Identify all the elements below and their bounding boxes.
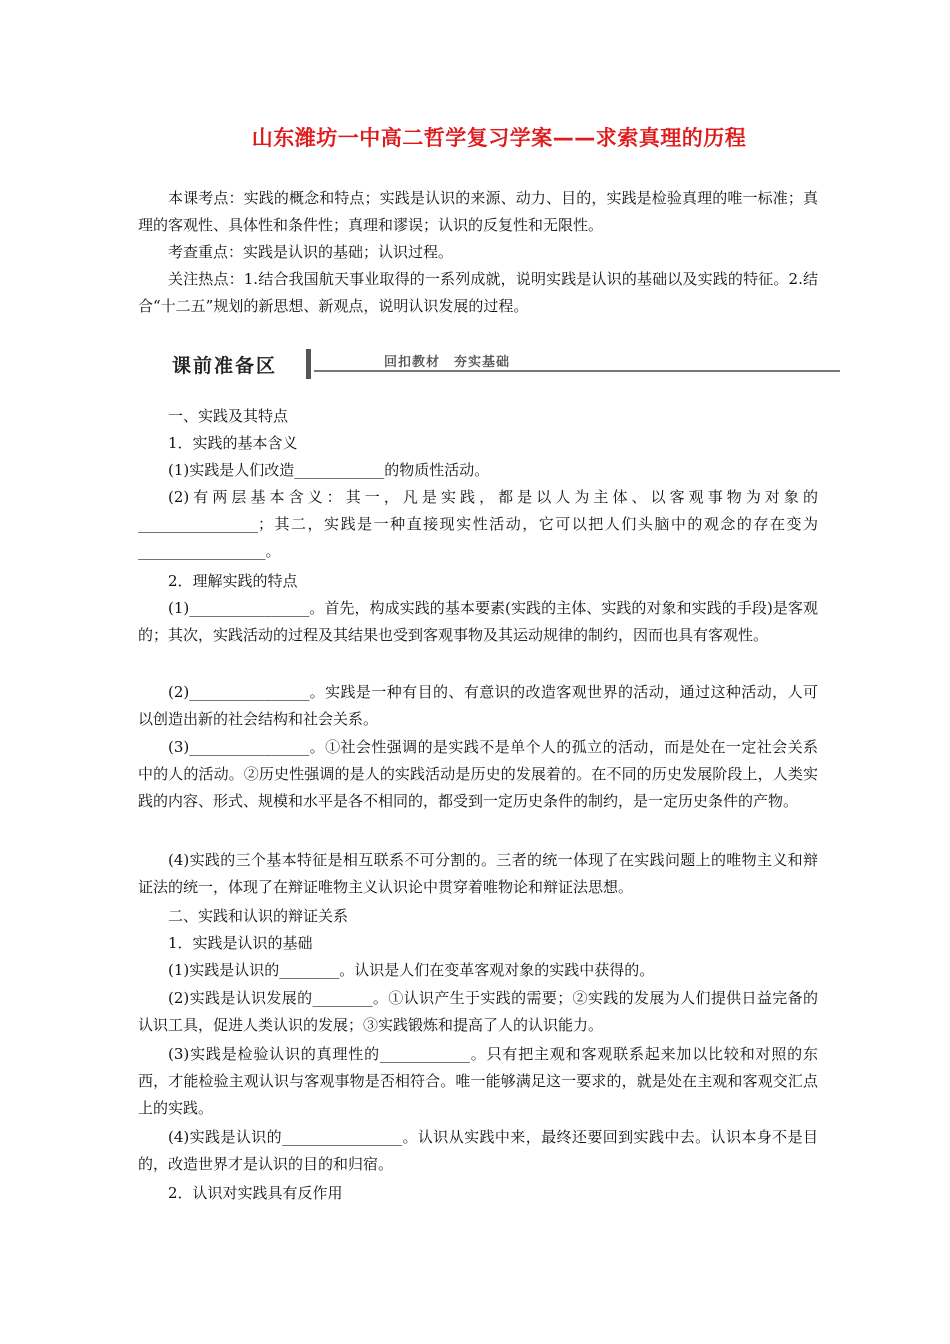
section-divider-bar xyxy=(306,349,311,379)
intro-kaodian: 本课考点：实践的概念和特点；实践是认识的来源、动力、目的，实践是检验真理的唯一标准；真理的客观性、具体性和条件性；真理和谬误；认识的反复性和无限性。 xyxy=(138,189,818,234)
paragraph-6: (4)实践的三个基本特征是相互联系不可分割的。三者的统一体现了在实践问题上的唯物主义和辩证法的统一，体现了在辩证唯物主义认识论中贯穿着唯物论和辩证法思想。 xyxy=(138,851,818,896)
intro-zhongdian: 考查重点：实践是认识的基础；认识过程。 xyxy=(168,243,454,261)
paragraph-2: (2)有两层基本含义：其一，凡是实践，都是以人为主体、以客观事物为对象的________________；其二，实践是一种直接现实性活动，它可以把人们头脑中的观念的存在变为_________________。 xyxy=(138,488,818,560)
paragraph-8: (2)实践是认识发展的________。①认识产生于实践的需要；②实践的发展为人们提供日益完备的认识工具，促进人类认识的发展；③实践锻炼和提高了人的认识能力。 xyxy=(138,989,818,1034)
paragraph-10: (4)实践是认识的________________。认识从实践中来，最终还要回到实践中去。认识本身不是目的，改造世界才是认识的目的和归宿。 xyxy=(138,1128,818,1173)
subheading-basis: 1．实践是认识的基础 xyxy=(168,934,313,952)
paragraph-7: (1)实践是认识的________。认识是人们在变革客观对象的实践中获得的。 xyxy=(168,961,655,979)
heading-relation: 二、实践和认识的辩证关系 xyxy=(168,907,349,925)
paragraph-3: (1)________________。首先，构成实践的基本要素(实践的主体、实践的对象和实践的手段)是客观的；其次，实践活动的过程及其结果也受到客观事物及其运动规律的制约，因而也具有客观性。 xyxy=(138,599,818,644)
subheading-meaning: 1．实践的基本含义 xyxy=(168,434,298,452)
subheading-features: 2．理解实践的特点 xyxy=(168,572,298,590)
paragraph-5: (3)________________。①社会性强调的是实践不是单个人的孤立的活动，而是处在一定社会关系中的人的活动。②历史性强调的是人的实践活动是历史的发展着的。在不同的历史发展阶段上，人类实践的内容、形式、规模和水平是各不相同的，都受到一定历史条件的制约，是一定历史条件的产物。 xyxy=(138,738,818,810)
section-badge: 课前准备区 xyxy=(172,355,278,377)
paragraph-4: (2)________________。实践是一种有目的、有意识的改造客观世界的活动，通过这种活动，人可以创造出新的社会结构和社会关系。 xyxy=(138,683,818,728)
section-rule-line xyxy=(314,370,840,372)
section-header xyxy=(172,349,840,381)
page-title: 山东潍坊一中高二哲学复习学案——求索真理的历程 xyxy=(251,126,747,150)
paragraph-1: (1)实践是人们改造____________的物质性活动。 xyxy=(168,461,490,479)
heading-practice: 一、实践及其特点 xyxy=(168,407,289,425)
subheading-reaction: 2．认识对实践具有反作用 xyxy=(168,1184,343,1202)
section-subtitle: 回扣教材 夯实基础 xyxy=(384,355,511,370)
intro-redian: 关注热点：1.结合我国航天事业取得的一系列成就，说明实践是认识的基础以及实践的特征。2.结合“十二五”规划的新思想、新观点，说明认识发展的过程。 xyxy=(138,270,818,315)
paragraph-9: (3)实践是检验认识的真理性的____________。只有把主观和客观联系起来加以比较和对照的东西，才能检验主观认识与客观事物是否相符合。唯一能够满足这一要求的，就是处在主观和客观交汇点上的实践。 xyxy=(138,1045,818,1117)
